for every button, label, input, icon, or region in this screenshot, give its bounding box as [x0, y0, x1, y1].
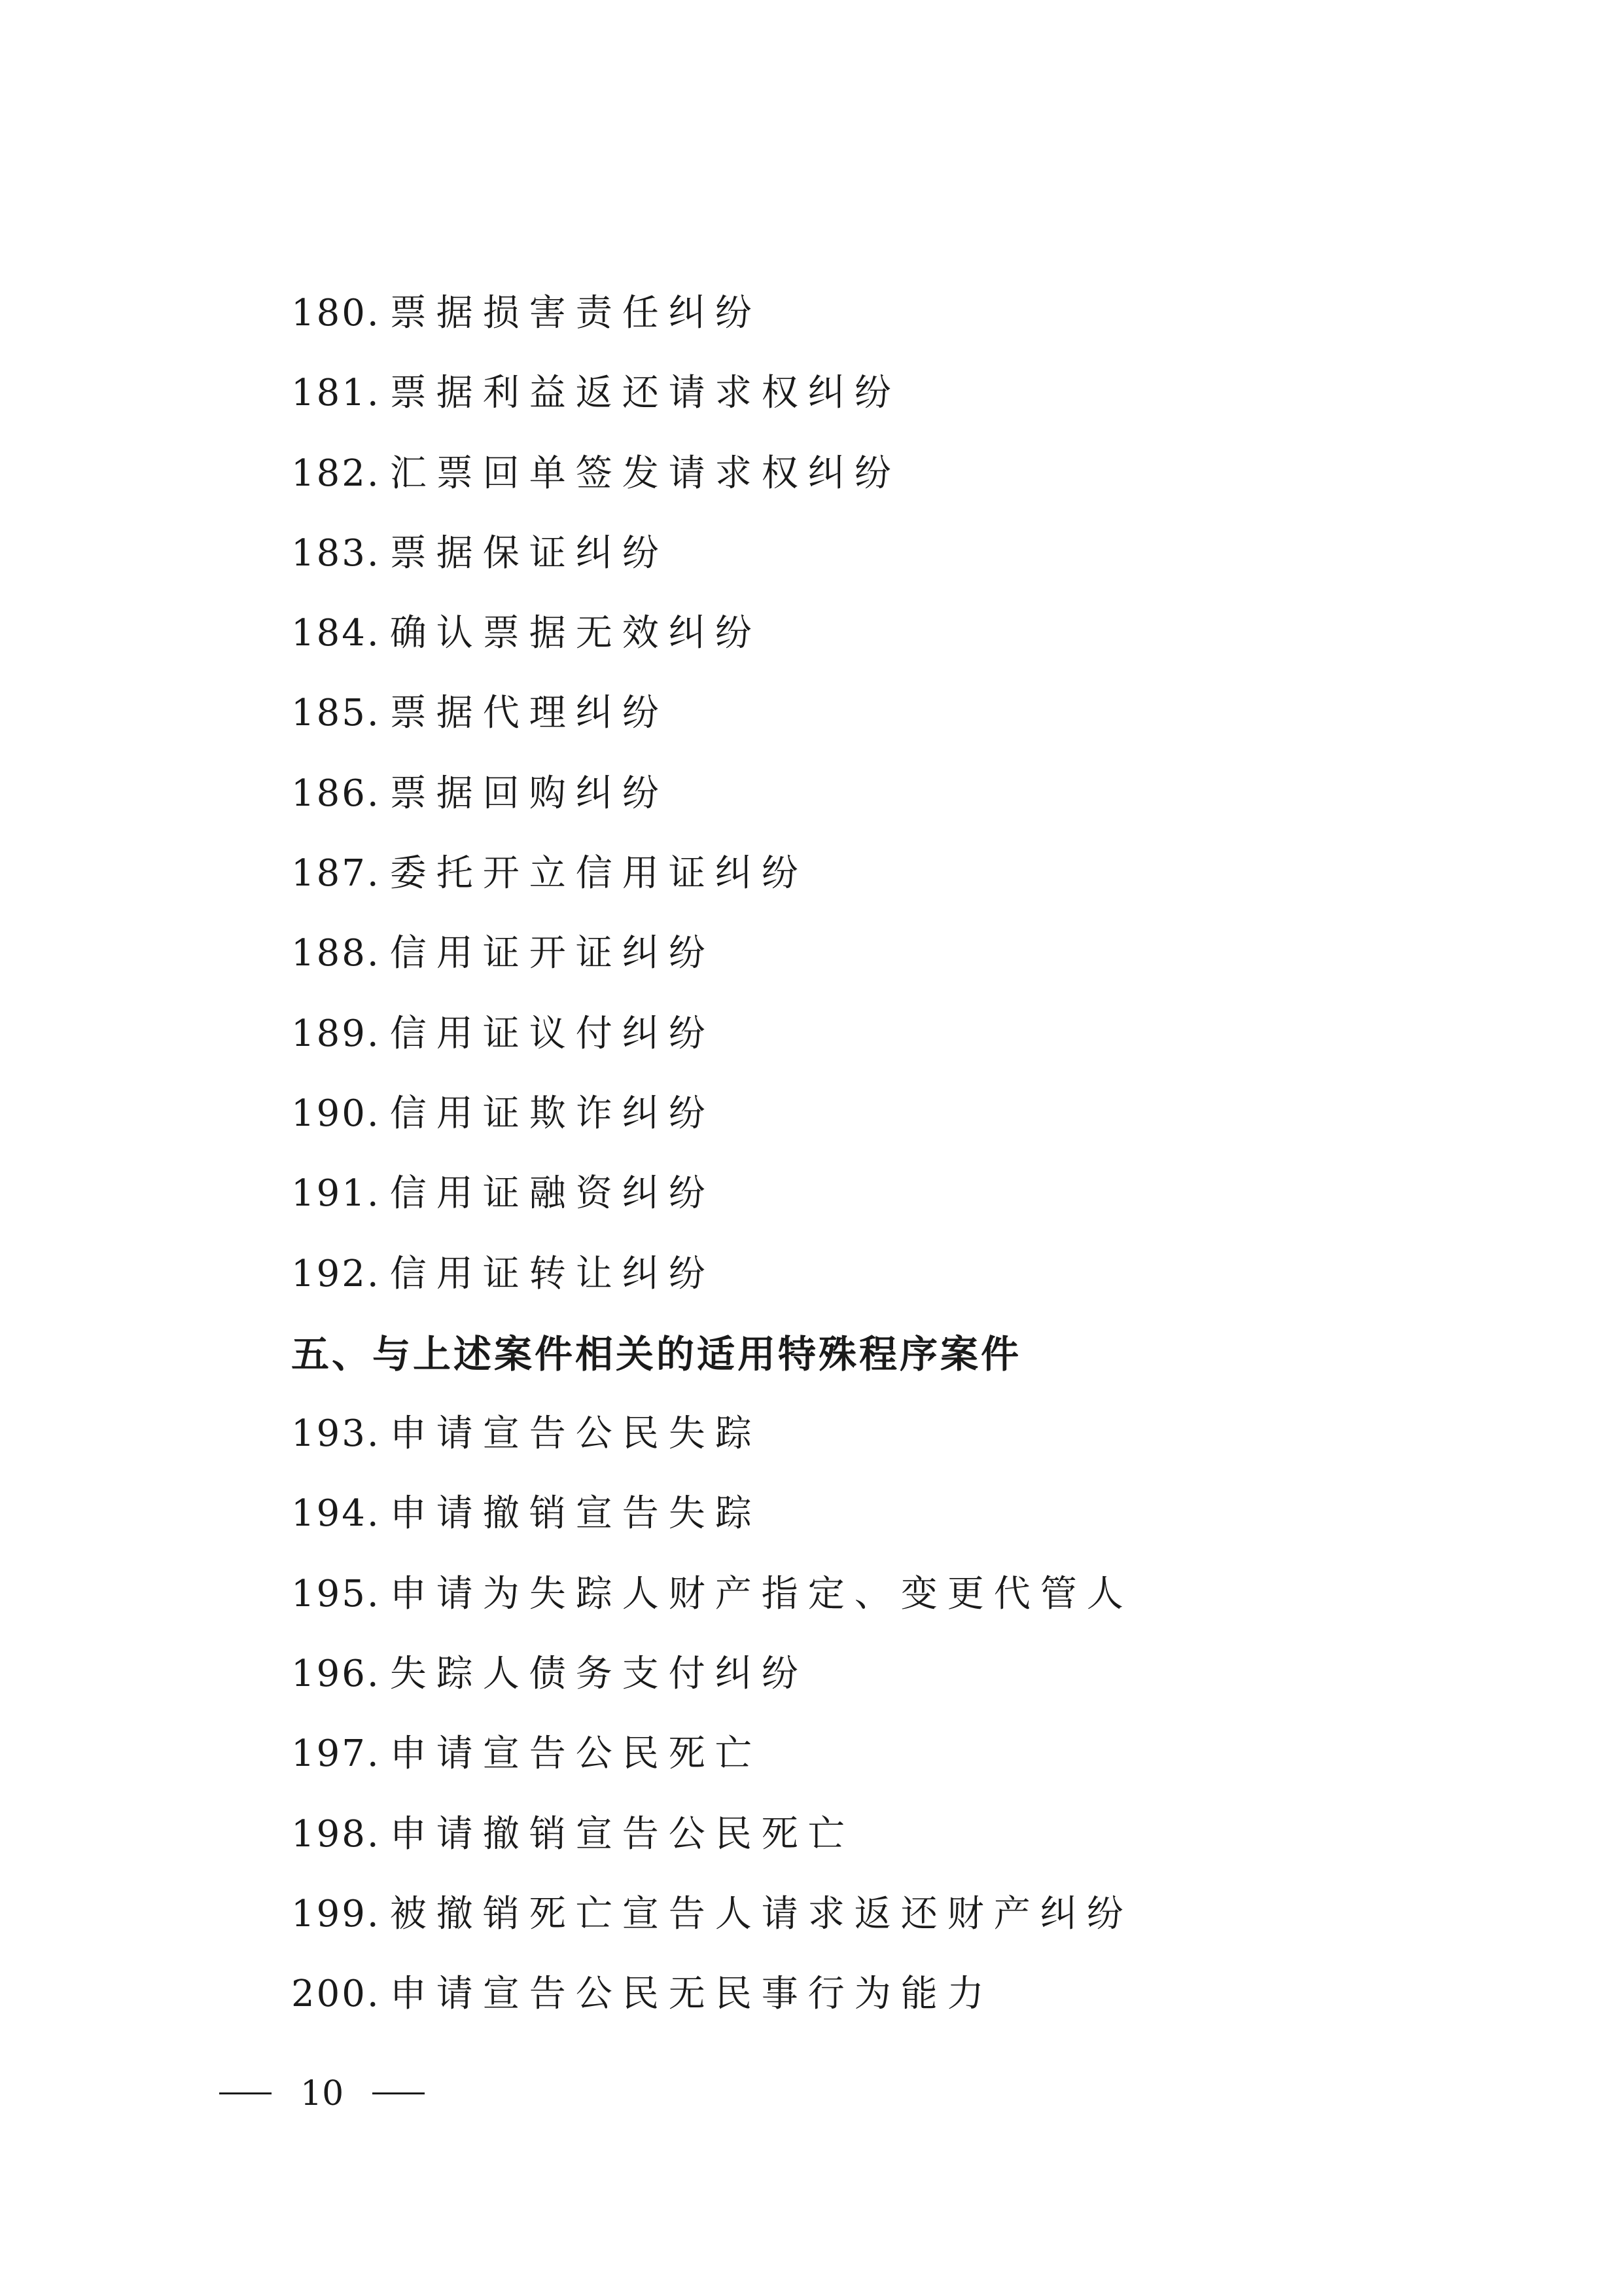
page-footer [219, 2072, 425, 2113]
list-item [291, 914, 1534, 994]
item-number: 197. [291, 1732, 381, 1776]
item-text: 信用证转让纠纷 [389, 1252, 715, 1295]
list-item [291, 1954, 1534, 2034]
list-item [291, 594, 1534, 673]
item-text: 被撤销死亡宣告人请求返还财产纠纷 [389, 1892, 1133, 1935]
section-heading: 五、与上述案件相关的适用特殊程序案件 [291, 1331, 1022, 1376]
list-item [291, 1714, 1534, 1794]
item-text: 申请撤销宣告失踪 [389, 1492, 762, 1535]
item-number: 181. [291, 372, 381, 415]
list-item [291, 754, 1534, 834]
list-item [291, 1554, 1534, 1634]
item-number: 187. [291, 852, 381, 895]
item-number: 196. [291, 1653, 381, 1696]
item-number: 183. [291, 531, 381, 575]
list-item [291, 1874, 1534, 1954]
item-number: 191. [291, 1172, 381, 1215]
item-number: 185. [291, 692, 381, 735]
item-number: 182. [291, 452, 381, 495]
list-item [291, 1634, 1534, 1714]
item-text: 票据保证纠纷 [389, 531, 669, 575]
item-number: 198. [291, 1812, 381, 1856]
list-item [291, 353, 1534, 433]
item-number: 192. [291, 1252, 381, 1295]
page-number: 10 [300, 2073, 344, 2113]
item-number: 193. [291, 1412, 381, 1456]
item-text: 票据利益返还请求权纠纷 [389, 372, 901, 415]
item-text: 票据损害责任纠纷 [389, 292, 762, 334]
item-number: 190. [291, 1092, 381, 1135]
list-item [291, 1154, 1534, 1234]
item-text: 申请为失踪人财产指定、变更代管人 [389, 1572, 1133, 1615]
item-number: 194. [291, 1492, 381, 1535]
list-item [291, 1074, 1534, 1154]
item-number: 180. [291, 292, 381, 334]
item-number: 184. [291, 612, 381, 655]
item-text: 信用证议付纠纷 [389, 1012, 715, 1055]
list-item [291, 1795, 1534, 1874]
item-number: 195. [291, 1572, 381, 1615]
left-dash [219, 2092, 272, 2094]
item-text: 信用证欺诈纠纷 [389, 1092, 715, 1135]
item-number: 200. [291, 1973, 381, 2016]
list-item [291, 1394, 1534, 1474]
item-text: 申请宣告公民失踪 [389, 1412, 762, 1456]
item-text: 汇票回单签发请求权纠纷 [389, 452, 901, 495]
item-text: 申请撤销宣告公民死亡 [389, 1812, 855, 1856]
item-text: 确认票据无效纠纷 [389, 612, 762, 655]
item-text: 票据回购纠纷 [389, 772, 669, 815]
item-text: 申请宣告公民无民事行为能力 [389, 1973, 994, 2016]
item-text: 票据代理纠纷 [389, 692, 669, 735]
right-dash [372, 2092, 425, 2094]
item-text: 委托开立信用证纠纷 [389, 852, 808, 895]
list-item [291, 434, 1534, 514]
item-text: 信用证开证纠纷 [389, 932, 715, 975]
list-item [291, 994, 1534, 1074]
item-number: 188. [291, 932, 381, 975]
list-item [291, 274, 1534, 353]
item-number: 189. [291, 1012, 381, 1055]
item-text: 失踪人债务支付纠纷 [389, 1653, 808, 1696]
item-number: 186. [291, 772, 381, 815]
list-item [291, 1474, 1534, 1554]
case-list [291, 274, 1534, 2035]
item-text: 信用证融资纠纷 [389, 1172, 715, 1215]
list-item [291, 1234, 1534, 1314]
item-text: 申请宣告公民死亡 [389, 1732, 762, 1776]
list-item [291, 673, 1534, 753]
list-item [291, 834, 1534, 914]
item-number: 199. [291, 1892, 381, 1935]
list-item [291, 514, 1534, 594]
